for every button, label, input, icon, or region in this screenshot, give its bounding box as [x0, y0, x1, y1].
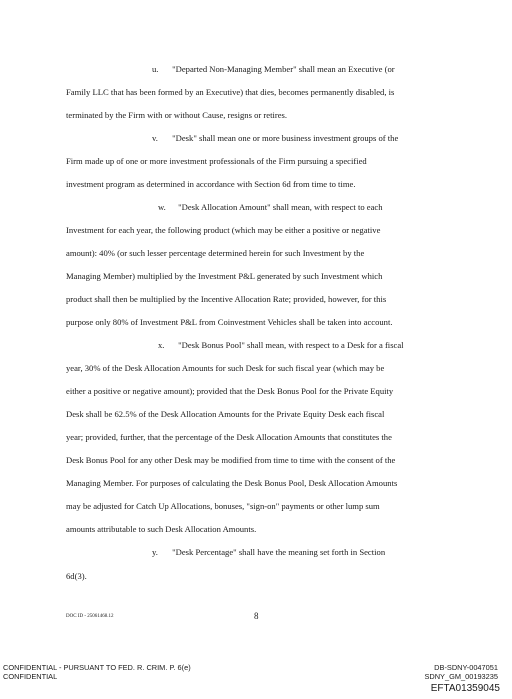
paragraph-x-letter: x.: [158, 340, 165, 350]
paragraph-x-line-9: amounts attributable to such Desk Allocation Amounts.: [66, 524, 257, 534]
paragraph-x-line-8: may be adjusted for Catch Up Allocations, bonuses, "sign-on" payments or other lump sum: [66, 501, 380, 511]
confidential-line-1: CONFIDENTIAL - PURSUANT TO FED. R. CRIM. P. 6(e): [3, 663, 191, 672]
paragraph-x-line-2: year, 30% of the Desk Allocation Amounts for such Desk for such fiscal year (which may be: [66, 363, 385, 373]
paragraph-u-line-1: "Departed Non-Managing Member" shall mean an Executive (or: [172, 64, 395, 74]
confidential-line-2: CONFIDENTIAL: [3, 672, 58, 681]
production-id-2: SDNY_GM_00193235: [424, 672, 498, 681]
paragraph-y-letter: y.: [152, 547, 158, 557]
paragraph-w-first-line: [158, 202, 383, 213]
paragraph-y-line-1: "Desk Percentage" shall have the meaning set forth in Section: [172, 547, 386, 557]
paragraph-x-line-6: Desk Bonus Pool for any other Desk may be modified from time to time with the consent of the: [66, 455, 396, 465]
paragraph-v-line-3: investment program as determined in accordance with Section 6d from time to time.: [66, 179, 356, 189]
paragraph-w-line-5: product shall then be multiplied by the Incentive Allocation Rate; provided, however, for this: [66, 294, 387, 304]
paragraph-y-first-line: [152, 547, 385, 558]
paragraph-x-line-4: Desk shall be 62.5% of the Desk Allocation Amounts for the Private Equity Desk each fiscal: [66, 409, 385, 419]
page-number: 8: [254, 611, 259, 621]
paragraph-v-first-line: [152, 133, 398, 144]
paragraph-w-line-1: "Desk Allocation Amount" shall mean, with respect to each: [178, 202, 383, 212]
confidential-footer: [3, 663, 191, 681]
paragraph-x-first-line: [158, 340, 404, 351]
paragraph-x-line-1: "Desk Bonus Pool" shall mean, with respect to a Desk for a fiscal: [178, 340, 404, 350]
paragraph-w-line-3: amount): 40% (or such lesser percentage determined herein for such Investment by the: [66, 248, 365, 258]
bates-number: EFTA01359045: [430, 683, 500, 694]
paragraph-x-line-3: either a positive or negative amount); provided that the Desk Bonus Pool for the Private Equity: [66, 386, 394, 396]
paragraph-u-line-3: terminated by the Firm with or without Cause, resigns or retires.: [66, 110, 288, 120]
paragraph-v-line-2: Firm made up of one or more investment professionals of the Firm pursuing a specified: [66, 156, 367, 166]
paragraph-v-letter: v.: [152, 133, 158, 143]
paragraph-w-line-2: Investment for each year, the following product (which may be either a positive or negative: [66, 225, 381, 235]
doc-id: DOC ID - 25061468.12: [66, 614, 114, 619]
paragraph-w-line-6: purpose only 80% of Investment P&L from Coinvestment Vehicles shall be taken into account.: [66, 317, 393, 327]
paragraph-x-line-7: Managing Member. For purposes of calculating the Desk Bonus Pool, Desk Allocation Amounts: [66, 478, 398, 488]
production-id-1: DB-SDNY-0047051: [434, 663, 498, 672]
paragraph-u-letter: u.: [152, 64, 159, 74]
paragraph-y-line-2: 6d(3).: [66, 571, 87, 581]
paragraph-w-line-4: Managing Member) multiplied by the Investment P&L generated by such Investment which: [66, 271, 383, 281]
paragraph-w-letter: w.: [158, 202, 166, 212]
paragraph-x-line-5: year; provided, further, that the percentage of the Desk Allocation Amounts that constitutes the: [66, 432, 392, 442]
paragraph-u-line-2: Family LLC that has been formed by an Executive) that dies, becomes permanently disabled, is: [66, 87, 395, 97]
paragraph-u-first-line: [152, 64, 395, 75]
paragraph-v-line-1: "Desk" shall mean one or more business investment groups of the: [172, 133, 399, 143]
production-ids: [424, 663, 498, 681]
